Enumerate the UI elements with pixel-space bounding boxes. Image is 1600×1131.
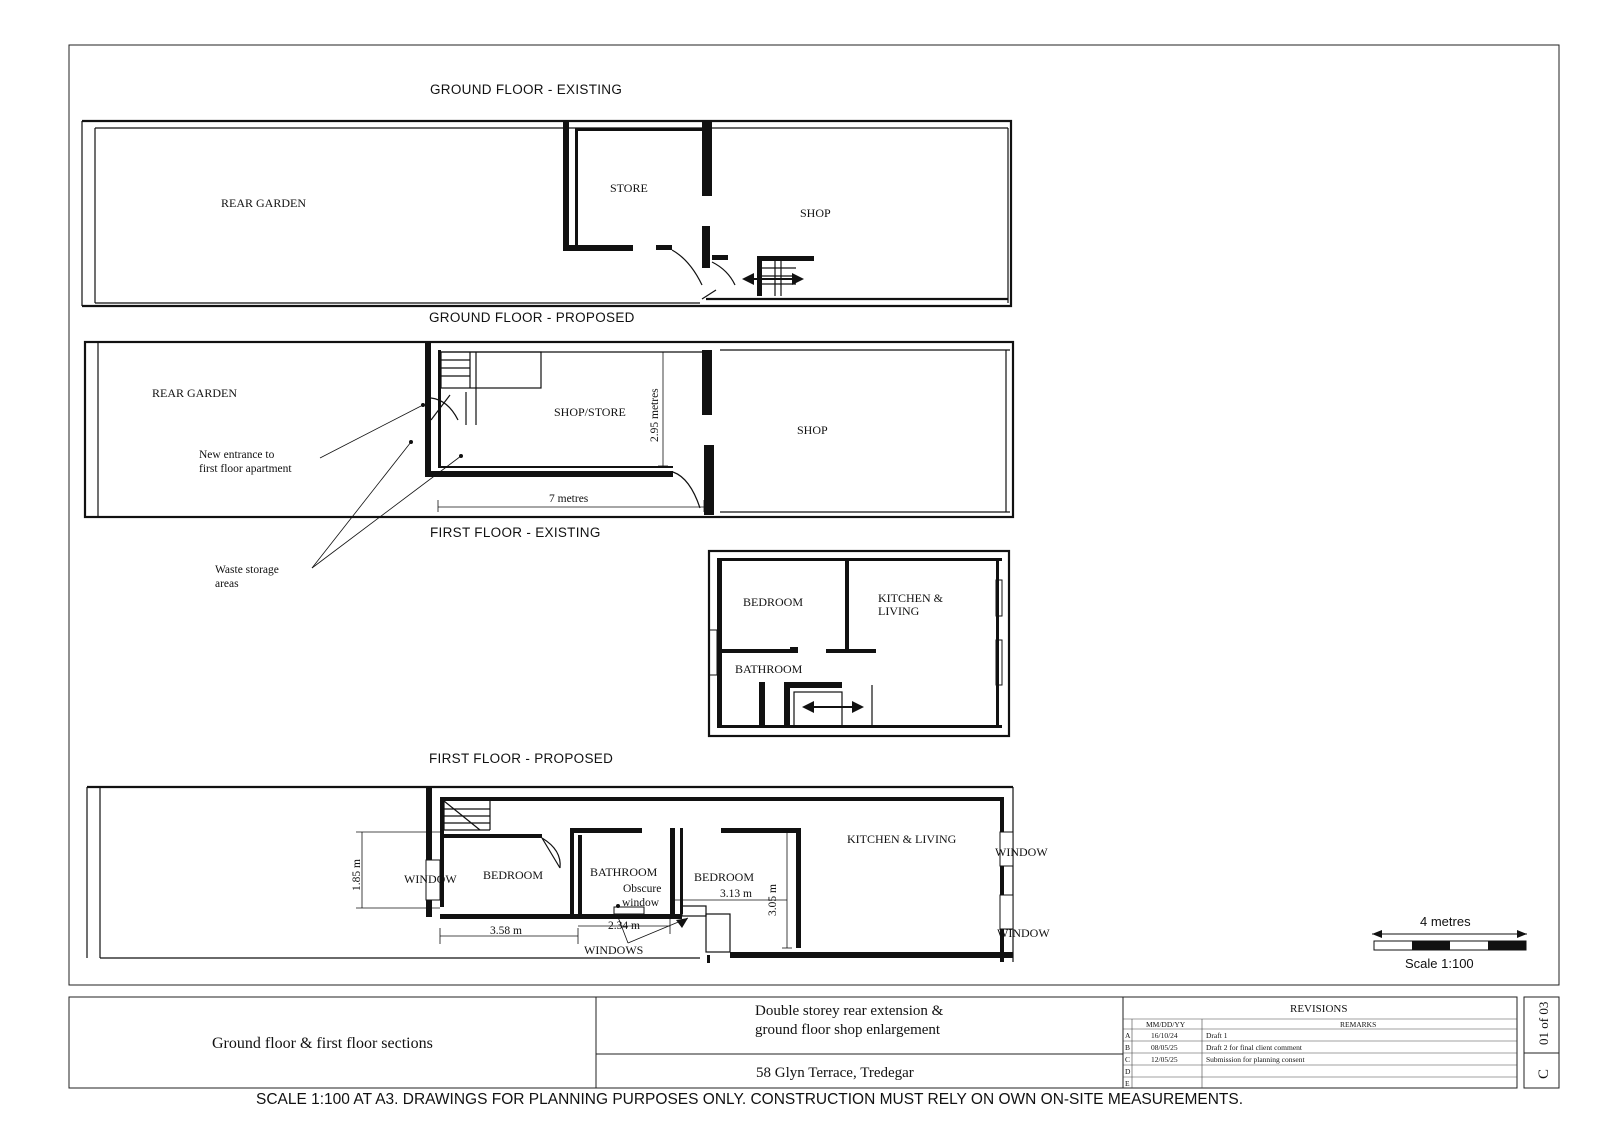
gf-proposed-length-dim: 7 metres bbox=[549, 493, 589, 505]
dim-234: 2.34 m bbox=[608, 920, 640, 932]
rev-letter: B bbox=[1125, 1043, 1131, 1052]
gf-proposed-shop: SHOP bbox=[797, 423, 828, 437]
gf-existing-rear-garden: REAR GARDEN bbox=[221, 196, 307, 210]
dim-358: 3.58 m bbox=[490, 925, 522, 937]
ff-proposed-window-right-top: WINDOW bbox=[995, 845, 1048, 859]
footer-disclaimer: SCALE 1:100 AT A3. DRAWINGS FOR PLANNING PURPOSES ONLY. CONSTRUCTION MUST RELY ON OWN ON-SITE MEASUREMENTS. bbox=[256, 1091, 1244, 1108]
gf-proposed-shop-store: SHOP/STORE bbox=[554, 405, 626, 419]
heading-gf-proposed: GROUND FLOOR - PROPOSED bbox=[429, 310, 635, 325]
tb-drawing-title: Ground floor & first floor sections bbox=[212, 1035, 433, 1052]
tb-project-line2: ground floor shop enlargement bbox=[755, 1022, 941, 1038]
tb-sheet-number: 01 of 03 bbox=[1536, 1001, 1551, 1045]
rev-letter: A bbox=[1125, 1031, 1131, 1040]
rev-letter: D bbox=[1125, 1067, 1131, 1076]
gf-proposed-height-dim: 2.95 metres bbox=[649, 388, 661, 442]
ff-proposed-window-right-bottom: WINDOW bbox=[997, 926, 1050, 940]
ff-existing-bedroom: BEDROOM bbox=[743, 595, 804, 609]
rev-remark: Draft 2 for final client comment bbox=[1206, 1043, 1303, 1052]
title-block bbox=[69, 997, 1559, 1088]
rev-remark: Submission for planning consent bbox=[1206, 1055, 1305, 1064]
rev-letter: C bbox=[1125, 1055, 1131, 1064]
tb-address: 58 Glyn Terrace, Tredegar bbox=[756, 1065, 914, 1081]
ff-proposed-bathroom: BATHROOM bbox=[590, 865, 658, 879]
rev-letter: E bbox=[1125, 1079, 1130, 1088]
gf-existing-shop: SHOP bbox=[800, 206, 831, 220]
ff-existing-kitchen-line1: KITCHEN & bbox=[878, 591, 943, 605]
drawing-frame bbox=[69, 45, 1559, 985]
tb-revision-letter: C bbox=[1536, 1068, 1552, 1079]
note-entrance-line1: New entrance to bbox=[199, 449, 275, 461]
plan-ff-existing bbox=[709, 551, 1009, 736]
gf-proposed-rear-garden: REAR GARDEN bbox=[152, 386, 238, 400]
plan-gf-existing bbox=[82, 121, 1011, 306]
ff-proposed-bedroom1: BEDROOM bbox=[483, 868, 544, 882]
dim-305: 3.05 m bbox=[767, 884, 779, 916]
note-waste-line1: Waste storage bbox=[215, 564, 279, 576]
plan-ff-proposed bbox=[87, 787, 1050, 963]
scale-bar bbox=[1372, 914, 1527, 971]
dim-185: 1.85 m bbox=[351, 859, 363, 891]
ff-existing-kitchen-line2: LIVING bbox=[878, 604, 920, 618]
ff-existing-bathroom: BATHROOM bbox=[735, 662, 803, 676]
note-waste-line2: areas bbox=[215, 578, 239, 590]
tb-revisions-title: REVISIONS bbox=[1290, 1003, 1348, 1015]
ff-proposed-window-left: WINDOW bbox=[404, 872, 457, 886]
ff-proposed-obscure-line1: Obscure bbox=[623, 883, 662, 895]
tb-rev-col-date: MM/DD/YY bbox=[1146, 1020, 1186, 1029]
tb-project-line1: Double storey rear extension & bbox=[755, 1003, 944, 1019]
scale-bar-scale: Scale 1:100 bbox=[1405, 956, 1474, 971]
heading-gf-existing: GROUND FLOOR - EXISTING bbox=[430, 82, 623, 97]
tb-rev-col-remarks: REMARKS bbox=[1340, 1020, 1377, 1029]
dim-313: 3.13 m bbox=[720, 888, 752, 900]
note-entrance-line2: first floor apartment bbox=[199, 463, 292, 475]
rev-remark: Draft 1 bbox=[1206, 1031, 1228, 1040]
heading-ff-existing: FIRST FLOOR - EXISTING bbox=[430, 525, 601, 540]
ff-proposed-windows: WINDOWS bbox=[584, 943, 644, 957]
rev-date: 12/05/25 bbox=[1151, 1055, 1178, 1064]
rev-date: 08/05/25 bbox=[1151, 1043, 1178, 1052]
ff-proposed-obscure-line2: window bbox=[622, 897, 660, 909]
ff-proposed-kitchen-living: KITCHEN & LIVING bbox=[847, 832, 957, 846]
ff-proposed-bedroom2: BEDROOM bbox=[694, 870, 755, 884]
gf-existing-store: STORE bbox=[610, 181, 648, 195]
scale-bar-label: 4 metres bbox=[1420, 914, 1471, 929]
rev-date: 16/10/24 bbox=[1151, 1031, 1178, 1040]
plan-gf-proposed bbox=[85, 342, 1013, 590]
heading-ff-proposed: FIRST FLOOR - PROPOSED bbox=[429, 751, 614, 766]
